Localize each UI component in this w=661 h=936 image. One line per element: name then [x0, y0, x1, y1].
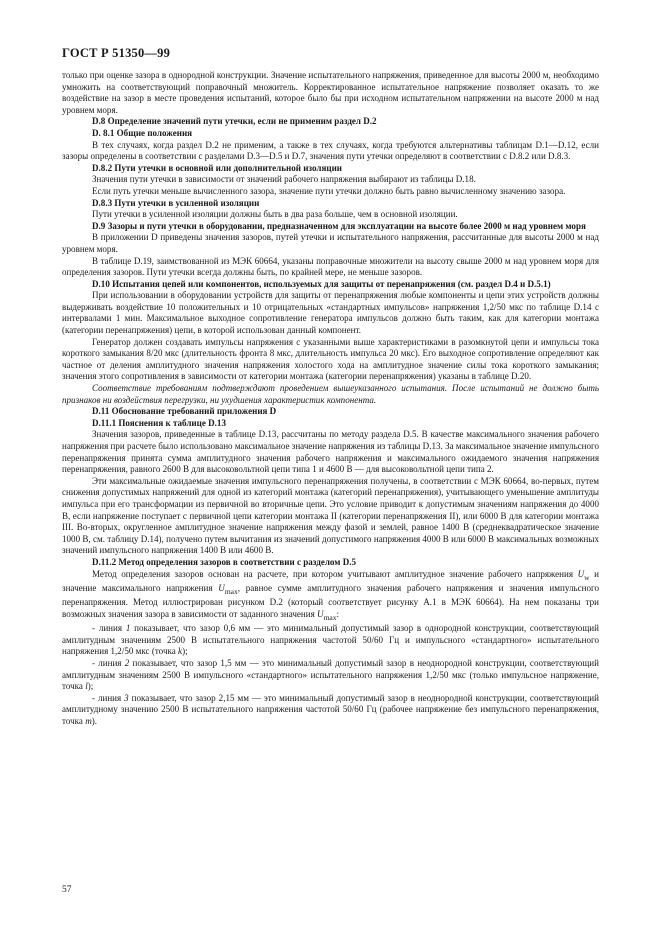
section-heading-d8: D.8 Определение значений пути утечки, если не применим раздел D.2	[92, 116, 377, 127]
symbol-u: U	[577, 568, 585, 579]
line-number: 1	[125, 623, 131, 634]
paragraph: При использовании в оборудовании устройств для защиты от перенапряжения любые компоненты и цепи этих устройств должны выдерживать воздействие 10 положительных и 10 отрицательных «стандартных импульсов» напряжения 1,2/50 мкс по таблице D.14 с интервалами 1 мин. Максимальное выходное сопротивление генератора импульсов должно быть таким, как для категории монтажа (категории перенапряжения) цепи, в которой использован данный компонент.	[62, 290, 599, 336]
line-number: 3	[124, 692, 129, 703]
text-run: показывает, что зазор 1,5 мм — это минимальный допустимый зазор в неоднородной конструкции, соответствующий амплитудным значениям 2500 В импульсного «стандартного» испытательного напряжения 1,2/50 мкс (только импульсное напряжение, точка	[62, 658, 599, 692]
list-item-line-1	[62, 623, 599, 658]
point-label: k	[178, 646, 183, 657]
section-heading-d8-1: D. 8.1 Общие положения	[92, 127, 193, 138]
text-run: );	[87, 681, 94, 692]
text-run: ).	[91, 716, 98, 727]
paragraph: Эти максимальные ожидаемые значения импульсного перенапряжения получены, в соответствии с МЭК 60664, во-первых, путем снижения допустимых напряжений для одной из категорий монтажа (категорий перенапряжения), учитывающего уменьшение амплитуды импульса при его трансформации из первичной во вторичные цепи. Это условие приводит к допустимым значениям напряжения до 4000 В, если напряжение поступает с первичной цепи категории монтажа II (категории перенапряжения II), или 6000 В для категории монтажа III. Во-вторых, округленное амплитудное значение напряжения между фазой и землей, равное 1400 В (среднеквадратическое значение 1000 В, см. таблицу D.14), получено путем вычитания из значений допустимого напряжения 4000 В или 6000 В максимальных возможных значений импульсного напряжения 1400 В или 4600 В.	[62, 475, 599, 556]
point-label: l	[85, 681, 88, 692]
section-heading-d11-2: D.11.2 Метод определения зазоров в соответствии с разделом D.5	[92, 556, 357, 567]
paragraph: В тех случаях, когда раздел D.2 не применим, а также в тех случаях, когда требуются альтернативы таблицам D.1—D.12, если зазоры определены в соответствии с разделами D.3—D.5 и D.7, значения пути утечки определяют в соответствии с D.8.2 или D.8.3.	[62, 139, 599, 162]
text-run: - линия	[92, 658, 125, 669]
text-run: - линия	[92, 623, 126, 634]
text-run: :	[336, 608, 340, 619]
page-number: 57	[62, 885, 72, 895]
section-heading-d9: D.9 Зазоры и пути утечки в оборудовании, предназначенном для эксплуатации на высоте более 2000 м над уровнем моря	[92, 220, 586, 231]
paragraph: Генератор должен создавать импульсы напряжения с указанными выше характеристиками в разомкнутой цепи и импульсы тока короткого замыкания 8/20 мкс (длительность фронта 8 мкс, длительность импульса 20 мкс). Его выходное сопротивление определяют как частное от деления амплитудного значения напряжения холостого хода на амплитудное значение силы тока короткого замыкания; значения этого сопротивления в зависимости от категории монтажа (категории перенапряжения) указаны в таблице D.20.	[62, 336, 599, 382]
section-heading-d10: D.10 Испытания цепей или компонентов, используемых для защиты от перенапряжения (см. раздел D.4 и D.5.1)	[92, 278, 551, 289]
section-heading-d8-2: D.8.2 Пути утечки в основной или дополнительной изоляции	[92, 162, 342, 173]
document-body	[62, 70, 599, 728]
line-number: 2	[124, 658, 130, 669]
subscript-w: w	[584, 572, 590, 582]
standard-header: ГОСТ Р 51350—99	[62, 46, 171, 60]
paragraph: В таблице D.19, заимствованной из МЭК 60664, указаны поправочные множители на высоту свыше 2000 м над уровнем моря для определения зазоров. Пути утечки всегда должны быть, по крайней мере, не меньше зазоров.	[62, 255, 599, 278]
symbol-u: U	[317, 608, 324, 619]
point-label: m	[85, 716, 92, 727]
text-run: - линия	[92, 692, 125, 703]
list-item-line-3	[62, 693, 599, 728]
text-run: показывает, что зазор 2,15 мм — это минимальный допустимый зазор в неоднородной конструкции, соответствующий амплитудному значению 2500 В испытательного напряжения частотой 50/60 Гц (рабочее напряжение без импульсного перенапряжения, точка	[62, 692, 599, 727]
paragraph-method	[62, 569, 599, 624]
symbol-u: U	[218, 582, 225, 593]
subscript-max: max	[323, 612, 337, 622]
text-run: Метод определения зазоров основан на расчете, при котором учитывают амплитудное значение рабочего напряжения	[92, 568, 578, 579]
text-run: );	[182, 646, 188, 657]
paragraph: В приложении D приведены значения зазоров, путей утечки и испытательного напряжения, рассчитанные для высоты 2000 м над уровнем моря.	[62, 232, 599, 254]
text-run: , равное сумме амплитудного значения рабочего напряжения и значения импульсного перенапряжения. Метод иллюстрирован рисунком D.2 (который соответствует рисунку А.1 в МЭК 60664). На нем показаны три возможных значения зазора в зависимости от заданного значения	[62, 582, 599, 619]
text-run: и значение максимального напряжения	[62, 568, 599, 593]
text-run: показывает, что зазор 0,6 мм — это минимальный допустимый зазор в однородной конструкции, соответствующий амплитудным значениям 2500 В испытательного напряжения частотой 50/60 Гц и импульсного «стандартного» испытательного напряжения 1,2/50 мкс (точка	[62, 623, 599, 657]
section-heading-d11: D.11 Обоснование требований приложения D	[92, 406, 277, 417]
paragraph: Значения пути утечки в зависимости от значений рабочего напряжения выбирают из таблицы D.18.	[92, 174, 476, 185]
list-item-line-2	[62, 658, 599, 693]
paragraph: Значения зазоров, приведенные в таблице D.13, рассчитаны по методу раздела D.5. В качестве максимального значения рабочего напряжения при расчете было использовано максимальное значение напряжения из таблицы D.13. За максимальное значение импульсного перенапряжения принята сумма амплитудного значения рабочего напряжения и максимального ожидаемого значения напряжения перенапряжения, равного 2600 В для высоковольтной цепи типа 1 и 4600 В — для высоковольтной цепи типа 2.	[62, 429, 599, 475]
paragraph: Пути утечки в усиленной изоляции должны быть в два раза больше, чем в основной изоляции.	[92, 209, 458, 220]
paragraph: только при оценке зазора в однородной конструкции. Значение испытательного напряжения, приведенное для высоты 2000 м, необходимо умножить на соответствующий поправочный множитель. Корректированное испытательное напряжение позволяет оказать то же воздействие на зазор в месте проведения испытаний, которое было бы при исходном испытательном напряжении на высоте 2000 м над уровнем моря.	[62, 70, 599, 115]
subscript-max: max	[224, 586, 238, 596]
compliance-note: Соответствие требованиям подтверждают проведением вышеуказанного испытания. После испытаний не должно быть признаков ни воздействия перегрузки, ни ухудшения характеристик компонента.	[62, 383, 599, 405]
paragraph: Если путь утечки меньше вычисленного зазора, значение пути утечки должно быть равно вычисленному значению зазора.	[92, 185, 566, 196]
section-heading-d11-1: D.11.1 Пояснения к таблице D.13	[92, 417, 226, 428]
section-heading-d8-3: D.8.3 Пути утечки в усиленной изоляции	[92, 197, 260, 208]
